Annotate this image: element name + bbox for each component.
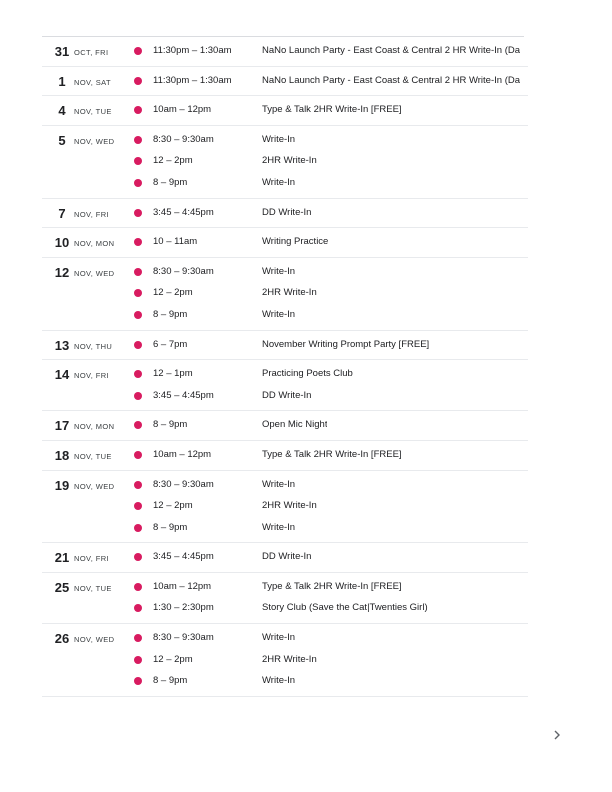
day-number[interactable]: 26 [54,631,70,647]
day-number[interactable]: 5 [58,132,66,148]
event-time: 1:30 – 2:30pm [153,602,214,614]
day-month-weekday: OCT, FRI [74,48,109,57]
event-color-dot-icon [134,677,142,685]
day-month-weekday: NOV, WED [74,136,115,146]
day-group [42,471,528,544]
event-title: DD Write-In [262,551,312,563]
event-row[interactable] [42,577,528,599]
event-row[interactable] [42,445,528,467]
day-group [42,331,528,361]
day-number[interactable]: 4 [58,103,66,119]
day-month-weekday: NOV, SAT [74,77,111,87]
event-row[interactable] [42,100,528,122]
event-row[interactable] [42,151,528,173]
event-title: Write-In [262,176,296,188]
day-number[interactable]: 14 [54,367,70,383]
event-row[interactable] [42,628,528,650]
event-row[interactable] [42,130,528,152]
event-color-dot-icon [134,502,142,510]
event-time: 11:30pm – 1:30am [153,45,232,56]
day-number[interactable]: 1 [58,73,66,89]
event-row[interactable] [42,386,528,408]
event-time: 8 – 9pm [153,176,188,188]
event-color-dot-icon [134,604,142,612]
event-color-dot-icon [134,634,142,642]
event-row[interactable] [42,364,528,386]
event-time: 8:30 – 9:30am [153,133,214,145]
day-number[interactable]: 25 [54,579,70,595]
event-title: Open Mic Night [262,419,328,431]
event-time: 12 – 2pm [153,500,193,512]
event-row[interactable] [42,598,528,620]
day-number[interactable]: 31 [54,44,70,59]
event-time: 3:45 – 4:45pm [153,389,214,401]
day-number[interactable]: 12 [54,264,70,280]
day-month-weekday: NOV, MON [74,422,115,432]
agenda-list [0,37,612,697]
event-title: 2HR Write-In [262,155,317,167]
day-group [42,411,528,441]
event-color-dot-icon [134,106,142,114]
day-number[interactable]: 19 [54,477,70,493]
day-group [42,543,528,573]
event-color-dot-icon [134,157,142,165]
event-color-dot-icon [134,524,142,532]
event-time: 10am – 12pm [153,448,212,460]
day-month-weekday: NOV, FRI [74,371,110,381]
day-month-weekday: NOV, WED [74,481,115,491]
event-time: 3:45 – 4:45pm [153,551,214,563]
event-color-dot-icon [134,451,142,459]
event-title: Type & Talk 2HR Write-In [FREE] [262,580,402,592]
day-month-weekday: NOV, WED [74,268,115,278]
event-row[interactable] [42,475,528,497]
event-title: 2HR Write-In [262,653,317,665]
day-group [42,96,528,126]
event-row[interactable] [42,547,528,569]
event-color-dot-icon [134,481,142,489]
event-title: NaNo Launch Party - East Coast & Central 2 HR Write-In (Da [262,45,521,56]
event-color-dot-icon [134,268,142,276]
day-month-weekday: NOV, FRI [74,554,110,564]
event-row[interactable] [42,41,528,63]
event-title: Type & Talk 2HR Write-In [FREE] [262,448,402,460]
event-time: 8 – 9pm [153,419,188,431]
event-row[interactable] [42,71,528,93]
day-month-weekday: NOV, FRI [74,209,110,219]
day-month-weekday: NOV, TUE [74,107,112,117]
day-group [42,37,528,67]
event-color-dot-icon [134,656,142,664]
event-time: 8 – 9pm [153,521,188,533]
event-time: 8 – 9pm [153,308,188,320]
event-row[interactable] [42,335,528,357]
event-time: 8:30 – 9:30am [153,478,214,490]
day-group [42,228,528,258]
day-month-weekday: NOV, TUE [74,451,112,461]
day-group [42,67,528,97]
event-color-dot-icon [134,583,142,591]
event-title: Write-In [262,133,296,145]
day-group [42,199,528,229]
event-time: 6 – 7pm [153,338,188,350]
day-group [42,360,528,411]
event-title: Write-In [262,521,296,533]
event-row[interactable] [42,518,528,540]
event-title: Type & Talk 2HR Write-In [FREE] [262,104,402,116]
event-title: Write-In [262,265,296,277]
event-color-dot-icon [134,47,142,55]
day-group [42,126,528,199]
event-title: November Writing Prompt Party [FREE] [262,338,430,350]
event-time: 3:45 – 4:45pm [153,206,214,218]
event-title: Writing Practice [262,236,329,248]
day-group [42,258,528,331]
event-row[interactable] [42,650,528,672]
day-group [42,441,528,471]
event-row[interactable] [42,173,528,195]
event-time: 10 – 11am [153,236,198,248]
event-color-dot-icon [134,77,142,85]
event-title: Write-In [262,308,296,320]
event-title: DD Write-In [262,389,312,401]
day-number[interactable]: 10 [54,235,70,251]
day-month-weekday: NOV, WED [74,635,115,645]
day-number[interactable]: 21 [54,550,70,566]
day-group [42,573,528,624]
event-title: 2HR Write-In [262,287,317,299]
event-title: Write-In [262,478,296,490]
day-number[interactable]: 17 [54,418,70,434]
event-time: 10am – 12pm [153,104,212,116]
event-title: Write-In [262,675,296,687]
event-color-dot-icon [134,289,142,297]
event-time: 12 – 2pm [153,287,193,299]
event-time: 12 – 1pm [153,368,193,380]
event-color-dot-icon [134,370,142,378]
event-color-dot-icon [134,341,142,349]
event-row[interactable] [42,203,528,225]
event-time: 11:30pm – 1:30am [153,74,232,86]
event-row[interactable] [42,262,528,284]
event-title: Practicing Poets Club [262,368,353,380]
event-color-dot-icon [134,136,142,144]
event-row[interactable] [42,283,528,305]
day-number[interactable]: 7 [58,205,66,221]
event-color-dot-icon [134,392,142,400]
event-color-dot-icon [134,421,142,429]
event-row[interactable] [42,496,528,518]
event-title: DD Write-In [262,206,312,218]
event-row[interactable] [42,305,528,327]
event-title: 2HR Write-In [262,500,317,512]
day-number[interactable]: 13 [54,337,70,353]
day-number[interactable]: 18 [54,447,70,463]
event-row[interactable] [42,415,528,437]
day-month-weekday: NOV, THU [74,341,113,351]
event-color-dot-icon [134,553,142,561]
event-color-dot-icon [134,238,142,246]
event-title: Write-In [262,632,296,644]
event-row[interactable] [42,671,528,693]
event-title: Story Club (Save the Cat|Twenties Girl) [262,602,428,614]
event-row[interactable] [42,232,528,254]
day-month-weekday: NOV, MON [74,239,115,249]
day-month-weekday: NOV, TUE [74,583,112,593]
event-title: NaNo Launch Party - East Coast & Central 2 HR Write-In (Da [262,74,521,86]
event-time: 8:30 – 9:30am [153,265,214,277]
event-time: 12 – 2pm [153,653,193,665]
event-time: 8 – 9pm [153,675,188,687]
event-color-dot-icon [134,311,142,319]
event-color-dot-icon [134,179,142,187]
chevron-right-icon[interactable] [550,728,564,742]
event-time: 10am – 12pm [153,580,212,592]
event-time: 12 – 2pm [153,155,193,167]
event-color-dot-icon [134,209,142,217]
day-group [42,624,528,697]
event-time: 8:30 – 9:30am [153,632,214,644]
